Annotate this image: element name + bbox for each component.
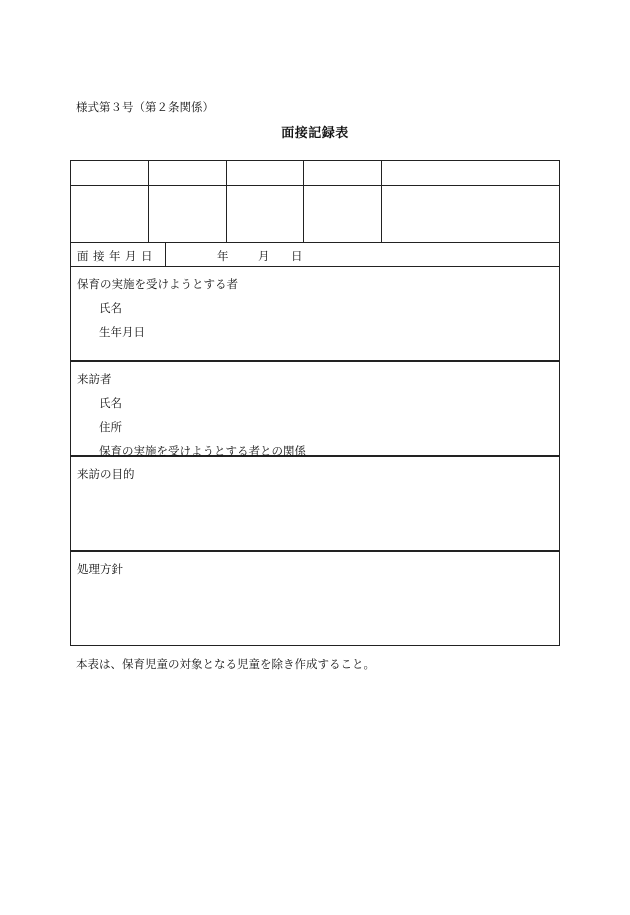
applicant-section[interactable]	[70, 266, 560, 361]
interview-date-row	[70, 242, 560, 266]
stamp-cell-4[interactable]	[304, 161, 382, 242]
visitor-section[interactable]	[70, 361, 560, 456]
applicant-name-label: 氏名	[99, 301, 122, 315]
approval-stamp-table	[70, 160, 560, 242]
date-year-label[interactable]: 年	[217, 249, 229, 263]
visitor-name-label: 氏名	[99, 396, 122, 410]
stamp-cell-1[interactable]	[71, 161, 149, 242]
stamp-cell-3[interactable]	[227, 161, 304, 242]
stamp-cell-2[interactable]	[149, 161, 227, 242]
stamp-cell-5[interactable]	[382, 161, 560, 242]
date-row-divider	[165, 243, 166, 266]
applicant-birthdate-label: 生年月日	[99, 325, 145, 339]
visitor-relation-label: 保育の実施を受けようとする者との関係	[99, 444, 306, 458]
footnote: 本表は、保育児童の対象となる児童を除き作成すること。	[76, 657, 375, 671]
date-month-label[interactable]: 月	[258, 249, 270, 263]
visitor-address-label: 住所	[99, 420, 122, 434]
date-day-label[interactable]: 日	[291, 249, 303, 263]
handling-policy-heading: 処理方針	[77, 562, 123, 576]
document-title: 面接記録表	[281, 126, 349, 141]
visitor-heading: 来訪者	[77, 372, 112, 386]
form-reference: 様式第３号（第２条関係）	[76, 100, 214, 114]
interview-date-label: 面接年月日	[77, 249, 157, 263]
visit-purpose-heading: 来訪の目的	[77, 467, 135, 481]
applicant-heading: 保育の実施を受けようとする者	[77, 277, 238, 291]
visit-purpose-section[interactable]	[70, 456, 560, 551]
handling-policy-section[interactable]	[70, 551, 560, 646]
